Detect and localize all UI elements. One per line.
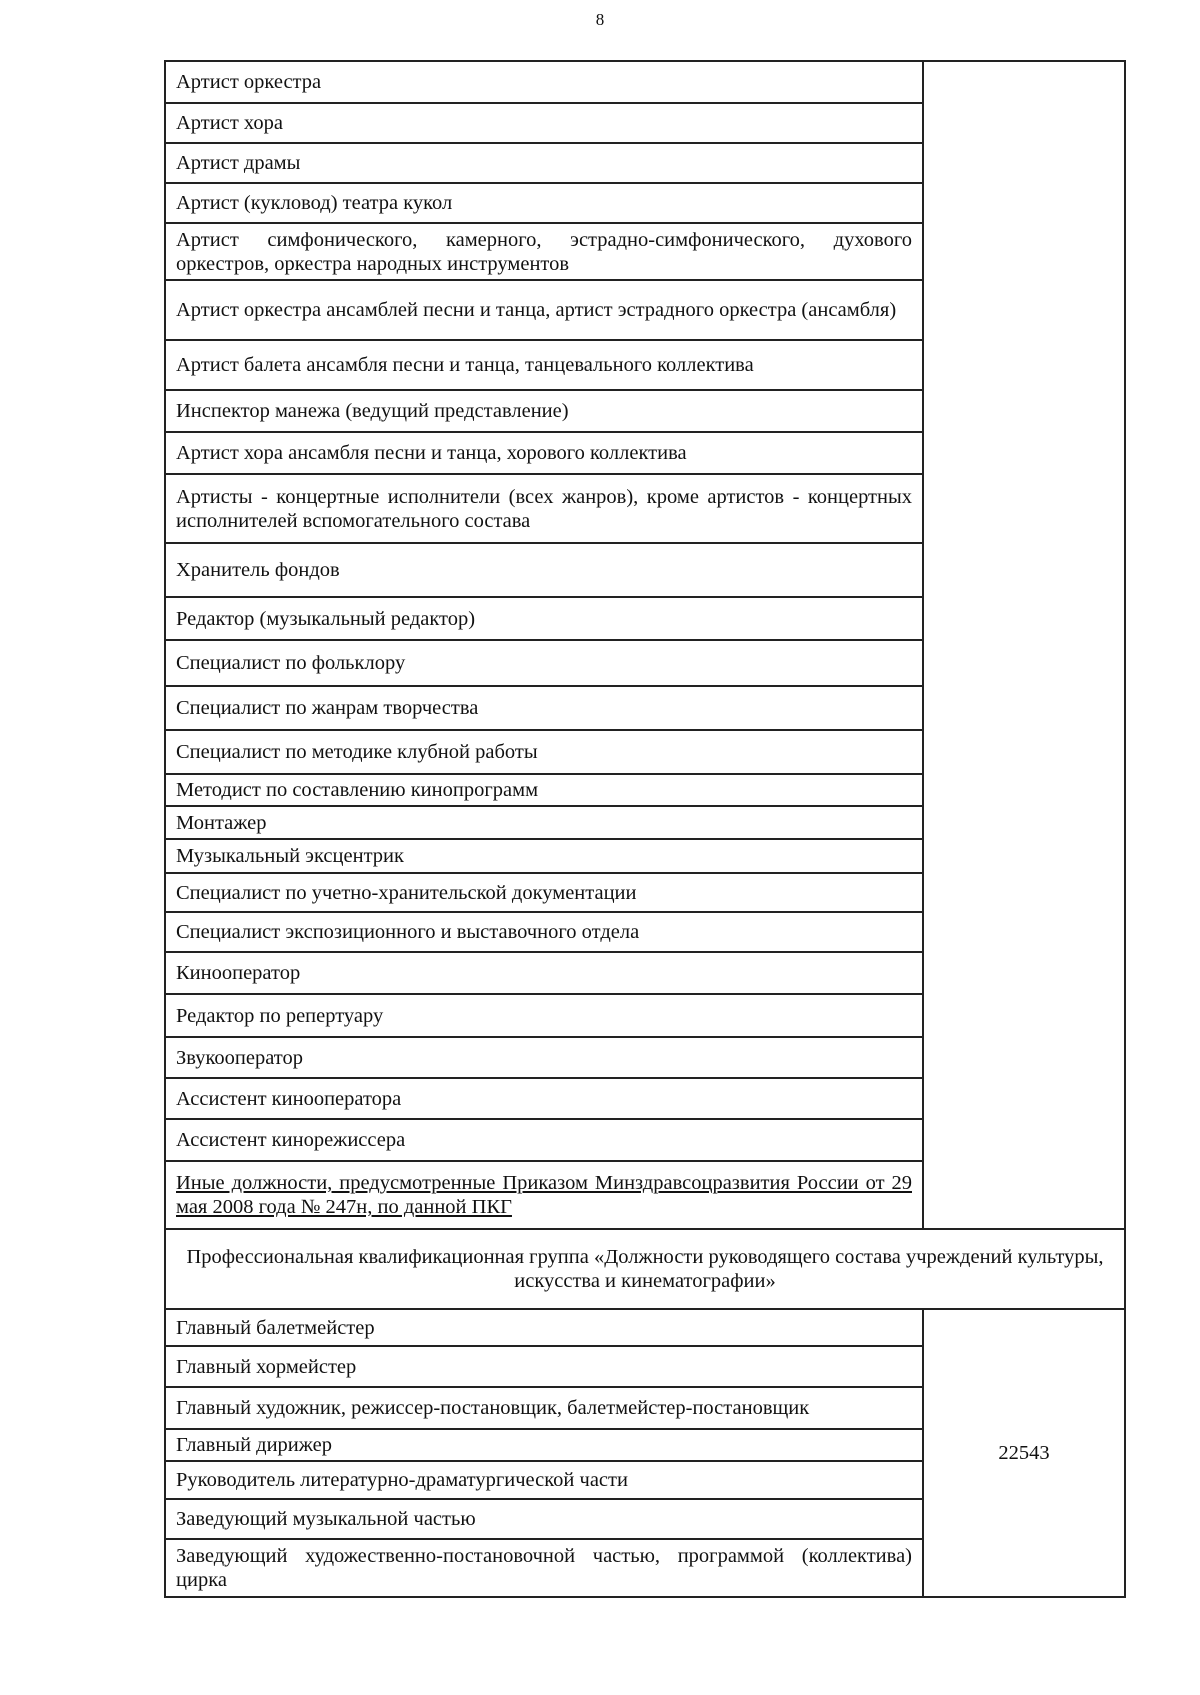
position-cell: Артист хора (165, 103, 923, 143)
position-cell: Хранитель фондов (165, 543, 923, 597)
position-cell: Артисты - концертные исполнители (всех жанров), кроме артистов - концертных исполнителей вспомогательного состава (165, 474, 923, 543)
position-cell: Специалист экспозиционного и выставочного отдела (165, 912, 923, 952)
position-cell: Специалист по фольклору (165, 640, 923, 686)
position-cell: Специалист по методике клубной работы (165, 730, 923, 774)
position-cell: Инспектор манежа (ведущий представление) (165, 390, 923, 432)
position-cell: Ассистент кинорежиссера (165, 1119, 923, 1161)
position-cell: Главный художник, режиссер-постановщик, балетмейстер-постановщик (165, 1387, 923, 1429)
position-cell: Главный балетмейстер (165, 1309, 923, 1346)
position-cell: Ассистент кинооператора (165, 1078, 923, 1119)
qualification-group-title: Профессиональная квалификационная группа «Должности руководящего состава учреждений культуры, искусства и кинематографии» (165, 1229, 1125, 1309)
position-cell: Артист оркестра (165, 61, 923, 103)
salary-table (164, 60, 1126, 1598)
position-cell: Звукооператор (165, 1037, 923, 1078)
position-cell: Редактор (музыкальный редактор) (165, 597, 923, 640)
position-cell: Специалист по учетно-хранительской документации (165, 873, 923, 912)
other-positions-cell: Иные должности, предусмотренные Приказом Минздравсоцразвития России от 29 мая 2008 года № 247н, по данной ПКГ (165, 1161, 923, 1229)
salary-value: 22543 (923, 1309, 1125, 1597)
position-cell: Главный хормейстер (165, 1346, 923, 1387)
position-cell: Артист (кукловод) театра кукол (165, 183, 923, 223)
salary-cell-empty (923, 61, 1125, 1229)
position-cell: Заведующий музыкальной частью (165, 1499, 923, 1539)
position-cell: Кинооператор (165, 952, 923, 994)
position-cell: Артист драмы (165, 143, 923, 183)
position-cell: Руководитель литературно-драматургической части (165, 1461, 923, 1499)
position-cell: Артист симфонического, камерного, эстрадно-симфонического, духового оркестров, оркестра народных инструментов (165, 223, 923, 280)
position-cell: Редактор по репертуару (165, 994, 923, 1037)
position-cell: Методист по составлению кинопрограмм (165, 774, 923, 806)
position-cell: Монтажер (165, 806, 923, 839)
position-cell: Артист хора ансамбля песни и танца, хорового коллектива (165, 432, 923, 474)
position-cell: Заведующий художественно-постановочной частью, программой (коллектива) цирка (165, 1539, 923, 1597)
position-cell: Специалист по жанрам творчества (165, 686, 923, 730)
position-cell: Музыкальный эксцентрик (165, 839, 923, 873)
position-cell: Артист оркестра ансамблей песни и танца, артист эстрадного оркестра (ансамбля) (165, 280, 923, 340)
position-cell: Артист балета ансамбля песни и танца, танцевального коллектива (165, 340, 923, 390)
page-number: 8 (595, 10, 605, 29)
position-cell: Главный дирижер (165, 1429, 923, 1461)
